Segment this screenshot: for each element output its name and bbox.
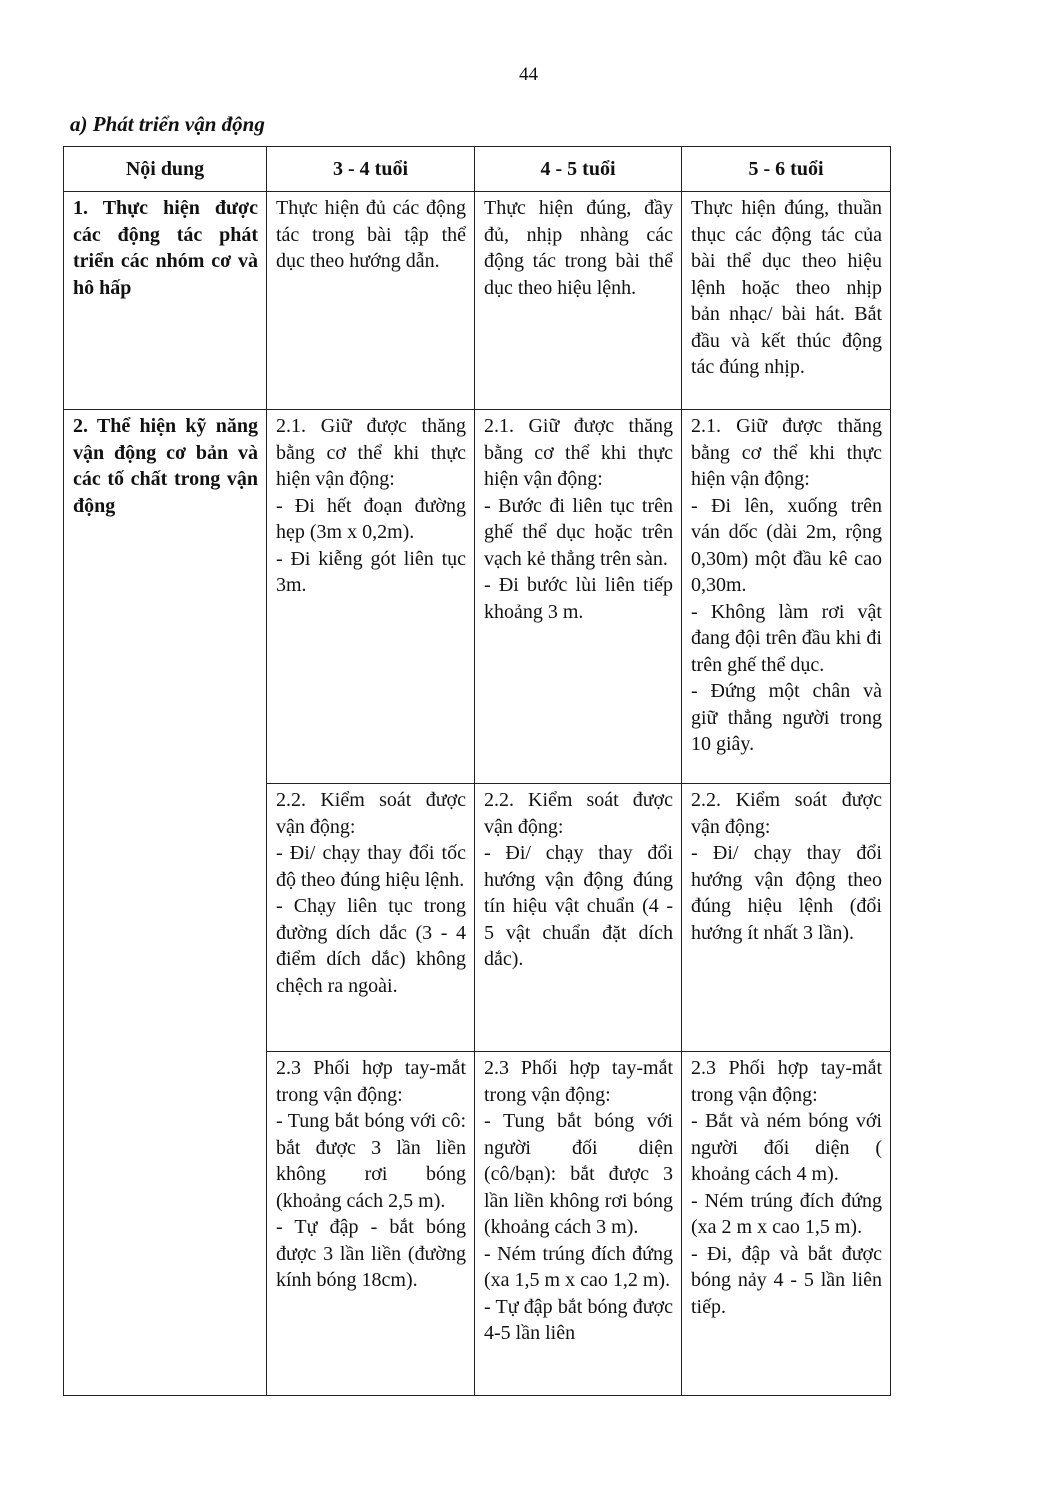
cell-line: 2.3 Phối hợp tay-mắt trong vận động: [691, 1057, 882, 1106]
cell-line: - Đi hết đoạn đường hẹp (3m x 0,2m). [276, 494, 466, 543]
cell-line: 2.2. Kiểm soát được vận động: [484, 789, 673, 838]
cell-line: 2.1. Giữ được thăng bằng cơ thể khi thực hiện vận động: [691, 415, 882, 490]
header-age-5-6: 5 - 6 tuổi [682, 147, 891, 192]
row1-age-4-5: Thực hiện đúng, đầy đủ, nhịp nhàng các động tác trong bài thể dục theo hiệu lệnh. [475, 192, 682, 410]
criterion-1: 1. Thực hiện được các động tác phát triển các nhóm cơ và hô hấp [64, 192, 267, 410]
cell-line: - Bước đi liên tục trên ghế thể dục hoặc trên vạch kẻ thẳng trên sàn. [484, 494, 673, 570]
cell-line: - Đi, đập và bắt được bóng nảy 4 - 5 lần liên tiếp. [691, 1242, 882, 1318]
cell-line: - Đi/ chạy thay đổi hướng vận động theo đúng hiệu lệnh (đổi hướng ít nhất 3 lần). [691, 842, 882, 944]
header-content: Nội dung [64, 147, 267, 192]
cell-line: - Đứng một chân và giữ thẳng người trong 10 giây. [691, 680, 882, 755]
row2-1-age-3-4 [267, 410, 475, 784]
row2-2-age-5-6 [682, 784, 891, 1052]
cell-line: - Chạy liên tục trong đường dích dắc (3 - 4 điểm dích dắc) không chệch ra ngoài. [276, 895, 466, 997]
development-table [63, 146, 891, 1396]
cell-line: 2.3 Phối hợp tay-mắt trong vận động: [484, 1057, 673, 1106]
cell-line: - Ném trúng đích đứng (xa 1,5 m x cao 1,2 m). [484, 1242, 673, 1291]
row2-3-age-3-4 [267, 1052, 475, 1396]
row2-2-age-3-4 [267, 784, 475, 1052]
row1-age-3-4: Thực hiện đủ các động tác trong bài tập thể dục theo hướng dẫn. [267, 192, 475, 410]
cell-line: - Đi/ chạy thay đổi hướng vận động đúng tín hiệu vật chuẩn (4 - 5 vật chuẩn đặt dích dắc). [484, 842, 673, 970]
cell-line: - Đi kiễng gót liên tục 3m. [276, 547, 466, 596]
table-row [64, 192, 891, 410]
row2-2-age-4-5 [475, 784, 682, 1052]
cell-line: 2.2. Kiểm soát được vận động: [276, 789, 466, 838]
cell-line: - Tự đập bắt bóng được 4-5 lần liên [484, 1295, 673, 1344]
cell-line: - Tự đập - bắt bóng được 3 lần liền (đường kính bóng 18cm). [276, 1216, 466, 1291]
page-number: 44 [519, 64, 538, 85]
cell-line: - Không làm rơi vật đang đội trên đầu khi đi trên ghế thể dục. [691, 600, 882, 676]
cell-line: - Đi lên, xuống trên ván dốc (dài 2m, rộng 0,30m) một đầu kê cao 0,30m. [691, 494, 882, 596]
cell-line: - Ném trúng đích đứng (xa 2 m x cao 1,5 m). [691, 1189, 882, 1238]
row2-3-age-5-6 [682, 1052, 891, 1396]
table-row [64, 410, 891, 784]
row1-age-5-6: Thực hiện đúng, thuần thục các động tác của bài thể dục theo hiệu lệnh hoặc theo nhịp bản nhạc/ bài hát. Bắt đầu và kết thúc động tác đúng nhịp. [682, 192, 891, 410]
cell-line: - Tung bắt bóng với người đối diện (cô/bạn): bắt được 3 lần liền không rơi bóng (khoảng cách 3 m). [484, 1110, 673, 1238]
cell-line: 2.2. Kiểm soát được vận động: [691, 789, 882, 838]
cell-line: - Bắt và ném bóng với người đối diện ( khoảng cách 4 m). [691, 1110, 882, 1185]
row2-1-age-4-5 [475, 410, 682, 784]
header-age-4-5: 4 - 5 tuổi [475, 147, 682, 192]
cell-line: 2.3 Phối hợp tay-mắt trong vận động: [276, 1057, 466, 1106]
cell-line: - Đi bước lùi liên tiếp khoảng 3 m. [484, 574, 673, 623]
header-row [64, 147, 891, 192]
cell-line: - Tung bắt bóng với cô: bắt được 3 lần liền không rơi bóng (khoảng cách 2,5 m). [276, 1110, 466, 1212]
row2-3-age-4-5 [475, 1052, 682, 1396]
cell-line: - Đi/ chạy thay đổi tốc độ theo đúng hiệu lệnh. [276, 842, 466, 891]
cell-line: 2.1. Giữ được thăng bằng cơ thể khi thực hiện vận động: [276, 415, 466, 490]
cell-line: 2.1. Giữ được thăng bằng cơ thể khi thực hiện vận động: [484, 415, 673, 490]
criterion-2: 2. Thể hiện kỹ năng vận động cơ bản và các tố chất trong vận động [64, 410, 267, 1396]
row2-1-age-5-6 [682, 410, 891, 784]
header-age-3-4: 3 - 4 tuổi [267, 147, 475, 192]
section-title: a) Phát triển vận động [70, 112, 265, 136]
